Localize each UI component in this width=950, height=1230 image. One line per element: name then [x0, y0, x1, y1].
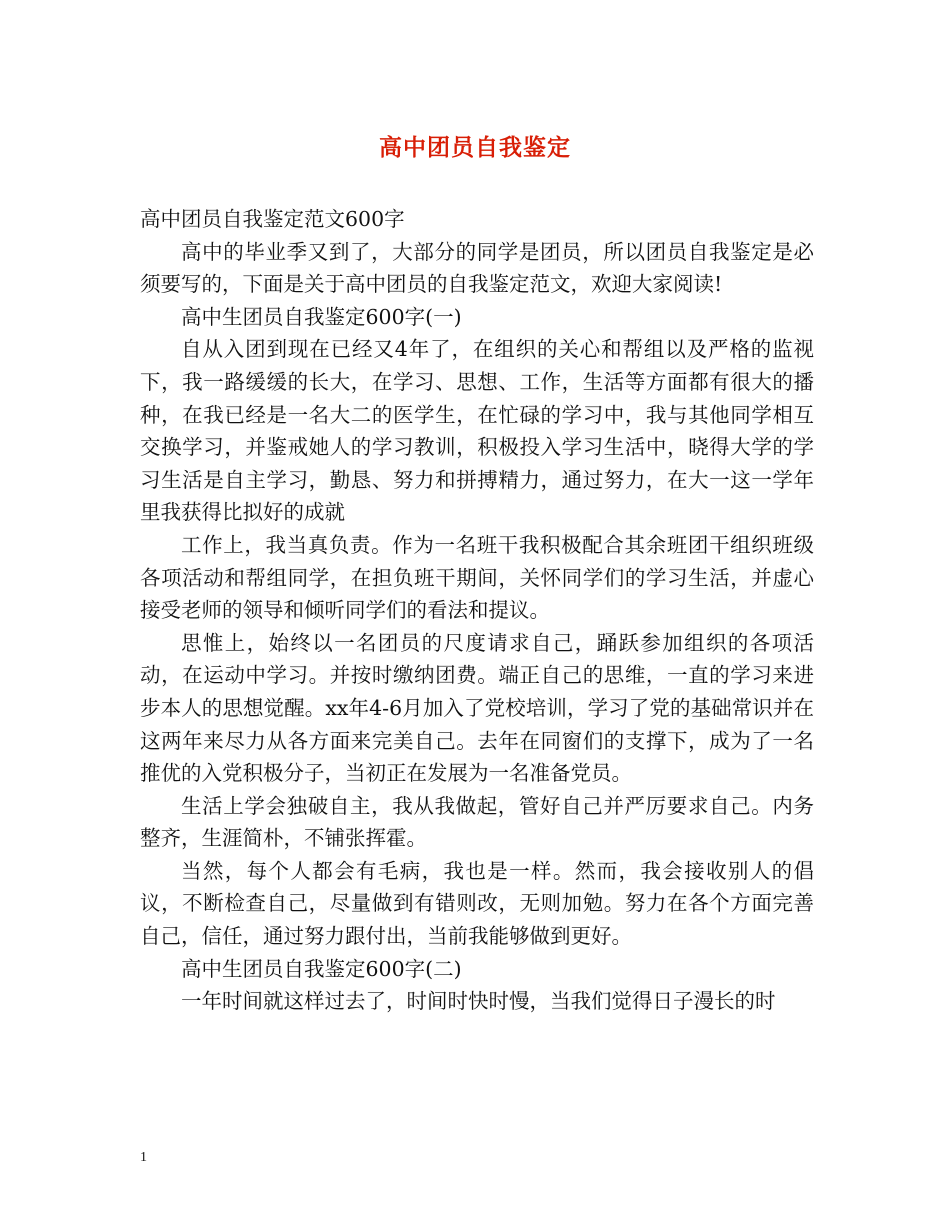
paragraph: 生活上学会独破自主，我从我做起，管好自己并严厉要求自己。内务整齐，生涯简朴，不铺张挥霍。: [140, 793, 814, 851]
section-heading-two: 高中生团员自我鉴定600字(二): [181, 956, 462, 981]
paragraph: 当然，每个人都会有毛病，我也是一样。然而，我会接收别人的倡议，不断检查自己，尽量做到有错则改，无则加勉。努力在各个方面完善自己，信任，通过努力跟付出，当前我能够做到更好。: [140, 858, 814, 949]
paragraph: 工作上，我当真负责。作为一名班干我积极配合其余班团干组织班级各项活动和帮组同学，在担负班干期间，关怀同学们的学习生活，并虚心接受老师的领导和倾听同学们的看法和提议。: [140, 532, 814, 623]
paragraph: 思惟上，始终以一名团员的尺度请求自己，踊跃参加组织的各项活动，在运动中学习。并按时缴纳团费。端正自己的思维，一直的学习来进步本人的思想觉醒。xx年4-6月加入了党校培训，学习了党的基础常识并在这两年来尽力从各方面来完美自己。去年在同窗们的支撑下，成为了一名推优的入党积极分子，当初正在发展为一名准备党员。: [140, 630, 814, 786]
document-body: [140, 203, 814, 1018]
document-subtitle: 高中团员自我鉴定范文600字: [140, 207, 405, 231]
paragraph: 一年时间就这样过去了，时间时快时慢，当我们觉得日子漫长的时: [181, 989, 776, 1014]
section-heading-one: 高中生团员自我鉴定600字(一): [181, 304, 462, 329]
page-number: 1: [140, 1150, 147, 1165]
paragraph: 自从入团到现在已经又4年了，在组织的关心和帮组以及严格的监视下，我一路缓缓的长大，在学习、思想、工作，生活等方面都有很大的播种，在我已经是一名大二的医学生，在忙碌的学习中，我与其他同学相互交换学习，并鉴戒她人的学习教训，积极投入学习生活中，晓得大学的学习生活是自主学习，勤恳、努力和拼搏精力，通过努力，在大一这一学年里我获得比拟好的成就: [140, 337, 814, 525]
paragraph-intro: 高中的毕业季又到了，大部分的同学是团员，所以团员自我鉴定是必须要写的，下面是关于高中团员的自我鉴定范文，欢迎大家阅读!: [140, 239, 814, 297]
document-title: 高中团员自我鉴定: [379, 134, 571, 161]
